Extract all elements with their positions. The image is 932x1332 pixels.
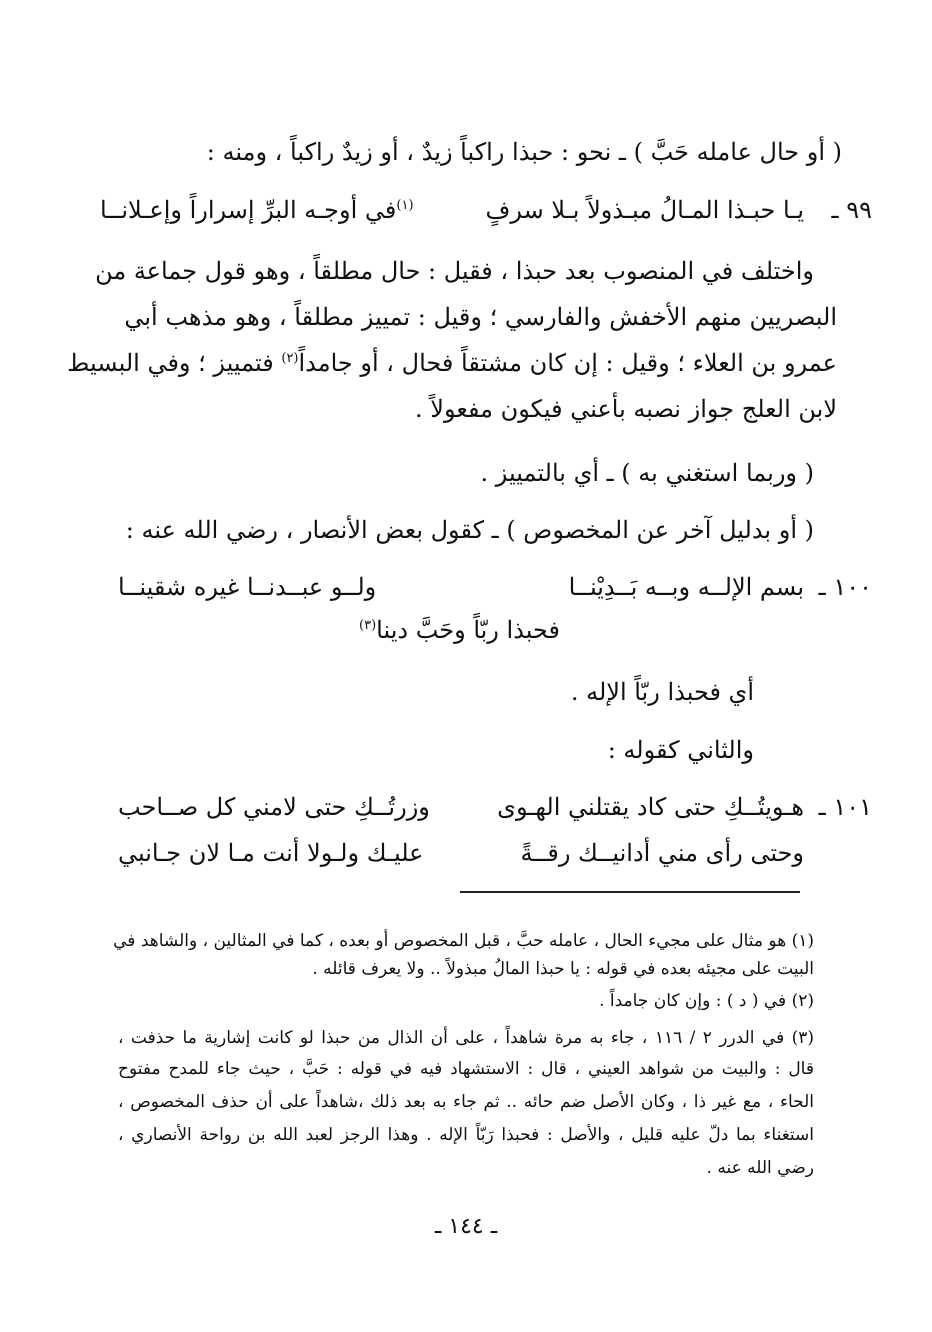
paragraph-line-1: واختلف في المنصوب بعد حبذا ، فقيل : حال مطلقاً ، وهو قول جماعة من <box>95 257 814 285</box>
verse-100-right-hemistich: بسم الإلــه وبــه بَــدِيْنــا <box>568 573 804 601</box>
paragraph-line-3: عمرو بن العلاء ؛ وقيل : إن كان مشتقاً فحال ، أو جامداً$^{(٢)}$ فتمييز ؛ وفي البسيط <box>67 349 837 377</box>
verse-101-left-hemistich-2: عليـك ولـولا أنت مـا لان جـانبي <box>118 839 424 867</box>
verse-number-100: ١٠٠ ـ <box>818 573 872 601</box>
paragraph-line-2: البصريين منهم الأخفش والفارسي ؛ وقيل : تمييز مطلقاً ، وهو مذهب أبي <box>124 303 837 331</box>
verse-101-right-hemistich-2: وحتى رأى مني أدانيــك رقــةً <box>520 839 804 867</box>
footnote-ref-3[interactable]: (٣) <box>359 618 377 633</box>
footnote-3-line-2: قال : والبيت من شواهد العيني ، قال : الاستشهاد فيه في قوله : حَبَّ ، حيث جاء للمدح مفتوح <box>118 1059 814 1079</box>
line-tamyiz: ( وربما استغني به ) ـ أي بالتمييز . <box>480 459 814 487</box>
footnote-2: (٢) في ( د ) : وإن كان جامداً . <box>599 991 814 1011</box>
verse-100-third-line: فحبذا ربّاً وحَبَّ دينا$^{(٣)}$ <box>359 616 560 644</box>
verse-99-left-hemistich: $^{(١)}$في أوجـه البرِّ إسراراً وإعـلانــا <box>100 196 414 224</box>
page-number: ـ ١٤٤ ـ <box>434 1214 498 1239</box>
verse-99-right-hemistich: يـا حبـذا المـالُ مبـذولاً بـلا سرفٍ <box>485 196 804 224</box>
paragraph-line-4: لابن العلج جواز نصبه بأعني فيكون مفعولاً . <box>415 395 837 423</box>
verse-number-99: ٩٩ ـ <box>831 196 872 224</box>
footnote-1-line-1: (١) هو مثال على مجيء الحال ، عامله حبَّ ، قبل المخصوص أو بعده ، كما في المثالين ، والشاهد في <box>113 931 814 951</box>
verse-101-left-hemistich-1: وزرتُــكِ حتى لامني كل صــاحب <box>118 793 430 821</box>
verse-101-right-hemistich-1: هـويتُــكِ حتى كاد يقتلني الهـوى <box>497 793 804 821</box>
footnote-ref-1[interactable]: (١) <box>396 198 414 213</box>
footnote-separator <box>460 891 800 893</box>
line-dalil: ( أو بدليل آخر عن المخصوص ) ـ كقول بعض الأنصار ، رضي الله عنه : <box>125 516 814 544</box>
verse-100-left-hemistich: ولــو عبــدنــا غيره شقينــا <box>118 573 377 601</box>
footnote-3-line-1: (٣) في الدرر ٢ / ١١٦ ، جاء به مرة شاهداً ، على أن الذال من حبذا لو كانت إشارية ما حذفت ، <box>118 1028 814 1048</box>
footnote-3-line-3: الحاء ، مع غير ذا ، وكان الأصل ضم حائه .. ثم جاء به بعد ذلك ،شاهداً على أن حذف المخصوص ، <box>118 1092 814 1112</box>
footnote-1-line-2: البيت على مجيئه بعده في قوله : يا حبذا المالُ مبذولاً .. ولا يعرف قائله . <box>312 959 814 979</box>
footnote-ref-2[interactable]: (٢) <box>281 351 299 366</box>
verse-number-101: ١٠١ ـ <box>818 793 872 821</box>
line-ay: أي فحبذا ربّاً الإله . <box>570 678 754 706</box>
footnote-3-line-4: استغناء بما دلّ عليه قليل ، والأصل : فحبذا رَبّاً الإله . وهذا الرجز لعبد الله بن رواحة الأنصاري ، <box>118 1125 814 1145</box>
line-thani: والثاني كقوله : <box>607 736 754 764</box>
intro-line: ( أو حال عامله حَبَّ ) ـ نحو : حبذا راكباً زيدٌ ، أو زيدٌ راكباً ، ومنه : <box>206 138 842 166</box>
footnote-3-line-5: رضي الله عنه . <box>706 1158 814 1178</box>
